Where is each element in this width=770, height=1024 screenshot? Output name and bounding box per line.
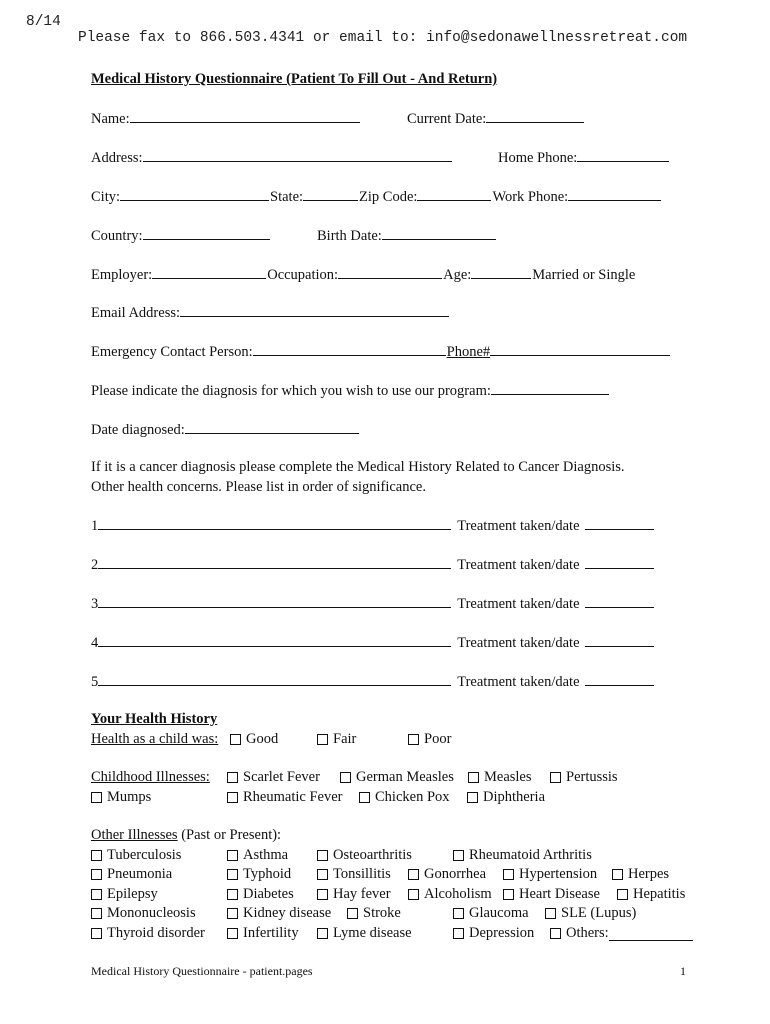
- current-date-field[interactable]: [486, 110, 584, 123]
- checkbox-osteoarthritis[interactable]: [317, 847, 412, 864]
- checkbox-chicken-pox[interactable]: [359, 789, 450, 806]
- option-label: Asthma: [243, 847, 289, 863]
- birth-date-field[interactable]: [382, 227, 496, 240]
- checkbox-icon[interactable]: [317, 850, 328, 861]
- option-label: Poor: [424, 731, 452, 747]
- checkbox-icon[interactable]: [317, 734, 328, 745]
- checkbox-rheumatoid-arthritis[interactable]: [453, 847, 592, 864]
- footer-filename: Medical History Questionnaire - patient.pages: [91, 964, 313, 978]
- option-label: Diphtheria: [483, 789, 546, 805]
- country-field[interactable]: [143, 227, 270, 240]
- employer-field[interactable]: [152, 266, 266, 279]
- other-illnesses-suffix: (Past or Present):: [177, 827, 282, 843]
- checkbox-glaucoma[interactable]: [453, 905, 529, 922]
- checkbox-icon[interactable]: [617, 889, 628, 900]
- option-label: Rheumatic Fever: [243, 789, 343, 805]
- emergency-phone-field[interactable]: [490, 343, 670, 356]
- country-row: [91, 227, 271, 245]
- childhood-illnesses-label: Childhood Illnesses:: [91, 769, 210, 785]
- checkbox-hypertension[interactable]: [503, 866, 597, 883]
- address-label: Address:: [91, 150, 143, 166]
- treatment-field[interactable]: [585, 673, 654, 686]
- name-label: Name:: [91, 111, 130, 127]
- state-label: State:: [270, 189, 304, 205]
- option-label: Thyroid disorder: [107, 925, 205, 941]
- checkbox-icon[interactable]: [545, 908, 556, 919]
- option-label: SLE (Lupus): [561, 905, 637, 921]
- email-label: Email Address:: [91, 305, 181, 321]
- option-label: Typhoid: [243, 866, 292, 882]
- concern-field[interactable]: [98, 595, 451, 608]
- treatment-field[interactable]: [585, 556, 654, 569]
- checkbox-icon[interactable]: [91, 869, 102, 880]
- checkbox-icon[interactable]: [91, 792, 102, 803]
- checkbox-sle-lupus[interactable]: [545, 905, 636, 922]
- concerns-instruction: Other health concerns. Please list in order of significance.: [91, 479, 426, 495]
- checkbox-diabetes[interactable]: [227, 886, 294, 903]
- checkbox-others[interactable]: [550, 925, 694, 942]
- home-phone-row: [498, 149, 670, 167]
- option-label: Herpes: [628, 866, 670, 882]
- treatment-label: Treatment taken/date: [457, 674, 580, 690]
- option-label: Mumps: [107, 789, 152, 805]
- checkbox-icon[interactable]: [453, 850, 464, 861]
- option-label: Hepatitis: [633, 886, 686, 902]
- option-label: Scarlet Fever: [243, 769, 320, 785]
- checkbox-icon[interactable]: [408, 869, 419, 880]
- birth-date-row: [317, 227, 497, 245]
- checkbox-icon[interactable]: [230, 734, 241, 745]
- checkbox-asthma[interactable]: [227, 847, 288, 864]
- emergency-row: [91, 343, 671, 361]
- occupation-field[interactable]: [338, 266, 442, 279]
- checkbox-tuberculosis[interactable]: [91, 847, 181, 864]
- option-label: Lyme disease: [333, 925, 412, 941]
- concern-number: 4: [91, 635, 99, 651]
- checkbox-icon[interactable]: [317, 869, 328, 880]
- option-label: Measles: [484, 769, 532, 785]
- option-label: Heart Disease: [519, 886, 600, 902]
- treatment-label: Treatment taken/date: [457, 557, 580, 573]
- option-label: Hay fever: [333, 886, 391, 902]
- option-label: Chicken Pox: [375, 789, 450, 805]
- concern-field[interactable]: [98, 673, 451, 686]
- checkbox-icon[interactable]: [408, 889, 419, 900]
- country-label: Country:: [91, 228, 143, 244]
- concern-number: 5: [91, 674, 99, 690]
- checkbox-icon[interactable]: [340, 772, 351, 783]
- footer-page-number: 1: [680, 964, 686, 978]
- treatment-field[interactable]: [585, 595, 654, 608]
- option-label: Stroke: [363, 905, 401, 921]
- diagnosis-row: [91, 382, 610, 400]
- other-illnesses-label: Other Illnesses: [91, 827, 178, 843]
- child-health-label: Health as a child was:: [91, 731, 219, 747]
- checkbox-poor[interactable]: [408, 731, 451, 748]
- checkbox-icon[interactable]: [227, 869, 238, 880]
- checkbox-depression[interactable]: [453, 925, 534, 942]
- city-field[interactable]: [120, 188, 269, 201]
- option-label: Epilepsy: [107, 886, 158, 902]
- checkbox-tonsillitis[interactable]: [317, 866, 391, 883]
- treatment-field[interactable]: [585, 634, 654, 647]
- health-history-heading: Your Health History: [91, 711, 218, 727]
- concern-number: 1: [91, 518, 99, 534]
- option-label: Others:: [566, 925, 609, 941]
- option-label: Glaucoma: [469, 905, 529, 921]
- home-phone-label: Home Phone:: [498, 150, 578, 166]
- checkbox-icon[interactable]: [317, 928, 328, 939]
- age-label: Age:: [443, 267, 472, 283]
- checkbox-pneumonia[interactable]: [91, 866, 172, 883]
- checkbox-infertility[interactable]: [227, 925, 299, 942]
- checkbox-icon[interactable]: [550, 772, 561, 783]
- concern-number: 3: [91, 596, 99, 612]
- checkbox-icon[interactable]: [91, 908, 102, 919]
- checkbox-gonorrhea[interactable]: [408, 866, 486, 883]
- phone-label: Phone#: [446, 344, 491, 360]
- home-phone-field[interactable]: [577, 149, 669, 162]
- option-label: Good: [246, 731, 279, 747]
- checkbox-typhoid[interactable]: [227, 866, 291, 883]
- option-label: Kidney disease: [243, 905, 332, 921]
- checkbox-kidney-disease[interactable]: [227, 905, 331, 922]
- checkbox-rheumatic-fever[interactable]: [227, 789, 342, 806]
- option-label: Tonsillitis: [333, 866, 391, 882]
- checkbox-icon[interactable]: [468, 772, 479, 783]
- checkbox-icon[interactable]: [408, 734, 419, 745]
- date-diagnosed-label: Date diagnosed:: [91, 422, 185, 438]
- email-row: [91, 304, 450, 322]
- married-single-label[interactable]: Married or Single: [532, 267, 636, 283]
- other-illnesses-heading: [91, 827, 281, 844]
- checkbox-mononucleosis[interactable]: [91, 905, 196, 922]
- zip-field[interactable]: [417, 188, 491, 201]
- checkbox-icon[interactable]: [453, 908, 464, 919]
- emergency-contact-field[interactable]: [253, 343, 446, 356]
- treatment-label: Treatment taken/date: [457, 635, 580, 651]
- address-field[interactable]: [143, 149, 452, 162]
- page-counter: 8/14: [26, 14, 61, 30]
- diagnosis-field[interactable]: [491, 382, 609, 395]
- zip-label: Zip Code:: [359, 189, 418, 205]
- employer-row: [91, 266, 635, 284]
- treatment-label: Treatment taken/date: [457, 596, 580, 612]
- age-field[interactable]: [471, 266, 531, 279]
- checkbox-measles[interactable]: [468, 769, 532, 786]
- option-label: Alcoholism: [424, 886, 492, 902]
- checkbox-alcoholism[interactable]: [408, 886, 492, 903]
- checkbox-icon[interactable]: [227, 792, 238, 803]
- form-title: Medical History Questionnaire (Patient To Fill Out - And Return): [91, 71, 498, 87]
- checkbox-icon[interactable]: [359, 792, 370, 803]
- others-field[interactable]: [609, 927, 693, 941]
- concern-field[interactable]: [98, 517, 451, 530]
- city-row: [91, 188, 662, 206]
- checkbox-herpes[interactable]: [612, 866, 669, 883]
- treatment-field[interactable]: [585, 517, 654, 530]
- checkbox-heart-disease[interactable]: [503, 886, 600, 903]
- option-label: Pneumonia: [107, 866, 173, 882]
- option-label: Pertussis: [566, 769, 618, 785]
- address-row: [91, 149, 453, 167]
- concern-row: [91, 517, 655, 535]
- option-label: Fair: [333, 731, 357, 747]
- current-date-row: [407, 110, 585, 128]
- checkbox-icon[interactable]: [227, 908, 238, 919]
- concern-number: 2: [91, 557, 99, 573]
- option-label: Gonorrhea: [424, 866, 487, 882]
- option-label: German Measles: [356, 769, 454, 785]
- checkbox-diphtheria[interactable]: [467, 789, 545, 806]
- option-label: Infertility: [243, 925, 299, 941]
- option-label: Tuberculosis: [107, 847, 182, 863]
- diagnosis-label: Please indicate the diagnosis for which you wish to use our program:: [91, 383, 491, 399]
- name-field[interactable]: [130, 110, 360, 123]
- checkbox-fair[interactable]: [317, 731, 356, 748]
- concern-row: [91, 556, 655, 574]
- checkbox-good[interactable]: [230, 731, 278, 748]
- checkbox-icon[interactable]: [503, 889, 514, 900]
- concern-field[interactable]: [98, 634, 451, 647]
- option-label: Depression: [469, 925, 535, 941]
- option-label: Diabetes: [243, 886, 294, 902]
- email-field[interactable]: [180, 304, 449, 317]
- emergency-contact-label: Emergency Contact Person:: [91, 344, 253, 360]
- concern-row: [91, 634, 655, 652]
- checkbox-german-measles[interactable]: [340, 769, 454, 786]
- checkbox-icon[interactable]: [347, 908, 358, 919]
- fax-line: Please fax to 866.503.4341 or email to: info@sedonawellnessretreat.com: [78, 30, 688, 46]
- checkbox-scarlet-fever[interactable]: [227, 769, 320, 786]
- checkbox-icon[interactable]: [227, 889, 238, 900]
- checkbox-lyme-disease[interactable]: [317, 925, 412, 942]
- occupation-label: Occupation:: [267, 267, 339, 283]
- checkbox-hay-fever[interactable]: [317, 886, 391, 903]
- checkbox-pertussis[interactable]: [550, 769, 618, 786]
- work-phone-field[interactable]: [568, 188, 661, 201]
- concern-field[interactable]: [98, 556, 451, 569]
- concern-row: [91, 595, 655, 613]
- treatment-label: Treatment taken/date: [457, 518, 580, 534]
- date-diagnosed-row: [91, 421, 360, 439]
- checkbox-icon[interactable]: [317, 889, 328, 900]
- cancer-note: If it is a cancer diagnosis please complete the Medical History Related to Cancer Diagnosis.: [91, 459, 625, 475]
- checkbox-epilepsy[interactable]: [91, 886, 158, 903]
- checkbox-icon[interactable]: [503, 869, 514, 880]
- checkbox-thyroid-disorder[interactable]: [91, 925, 205, 942]
- checkbox-icon[interactable]: [550, 928, 561, 939]
- concern-row: [91, 673, 655, 691]
- state-field[interactable]: [303, 188, 358, 201]
- checkbox-mumps[interactable]: [91, 789, 151, 806]
- checkbox-icon[interactable]: [612, 869, 623, 880]
- work-phone-label: Work Phone:: [492, 189, 569, 205]
- checkbox-icon[interactable]: [91, 928, 102, 939]
- checkbox-icon[interactable]: [453, 928, 464, 939]
- option-label: Mononucleosis: [107, 905, 196, 921]
- option-label: Rheumatoid Arthritis: [469, 847, 592, 863]
- current-date-label: Current Date:: [407, 111, 487, 127]
- birth-date-label: Birth Date:: [317, 228, 382, 244]
- checkbox-icon[interactable]: [91, 850, 102, 861]
- checkbox-stroke[interactable]: [347, 905, 401, 922]
- option-label: Osteoarthritis: [333, 847, 412, 863]
- checkbox-icon[interactable]: [227, 928, 238, 939]
- employer-label: Employer:: [91, 267, 153, 283]
- option-label: Hypertension: [519, 866, 598, 882]
- checkbox-icon[interactable]: [227, 850, 238, 861]
- checkbox-icon[interactable]: [91, 889, 102, 900]
- checkbox-icon[interactable]: [467, 792, 478, 803]
- checkbox-hepatitis[interactable]: [617, 886, 685, 903]
- name-row: [91, 110, 361, 128]
- checkbox-icon[interactable]: [227, 772, 238, 783]
- date-diagnosed-field[interactable]: [185, 421, 359, 434]
- city-label: City:: [91, 189, 121, 205]
